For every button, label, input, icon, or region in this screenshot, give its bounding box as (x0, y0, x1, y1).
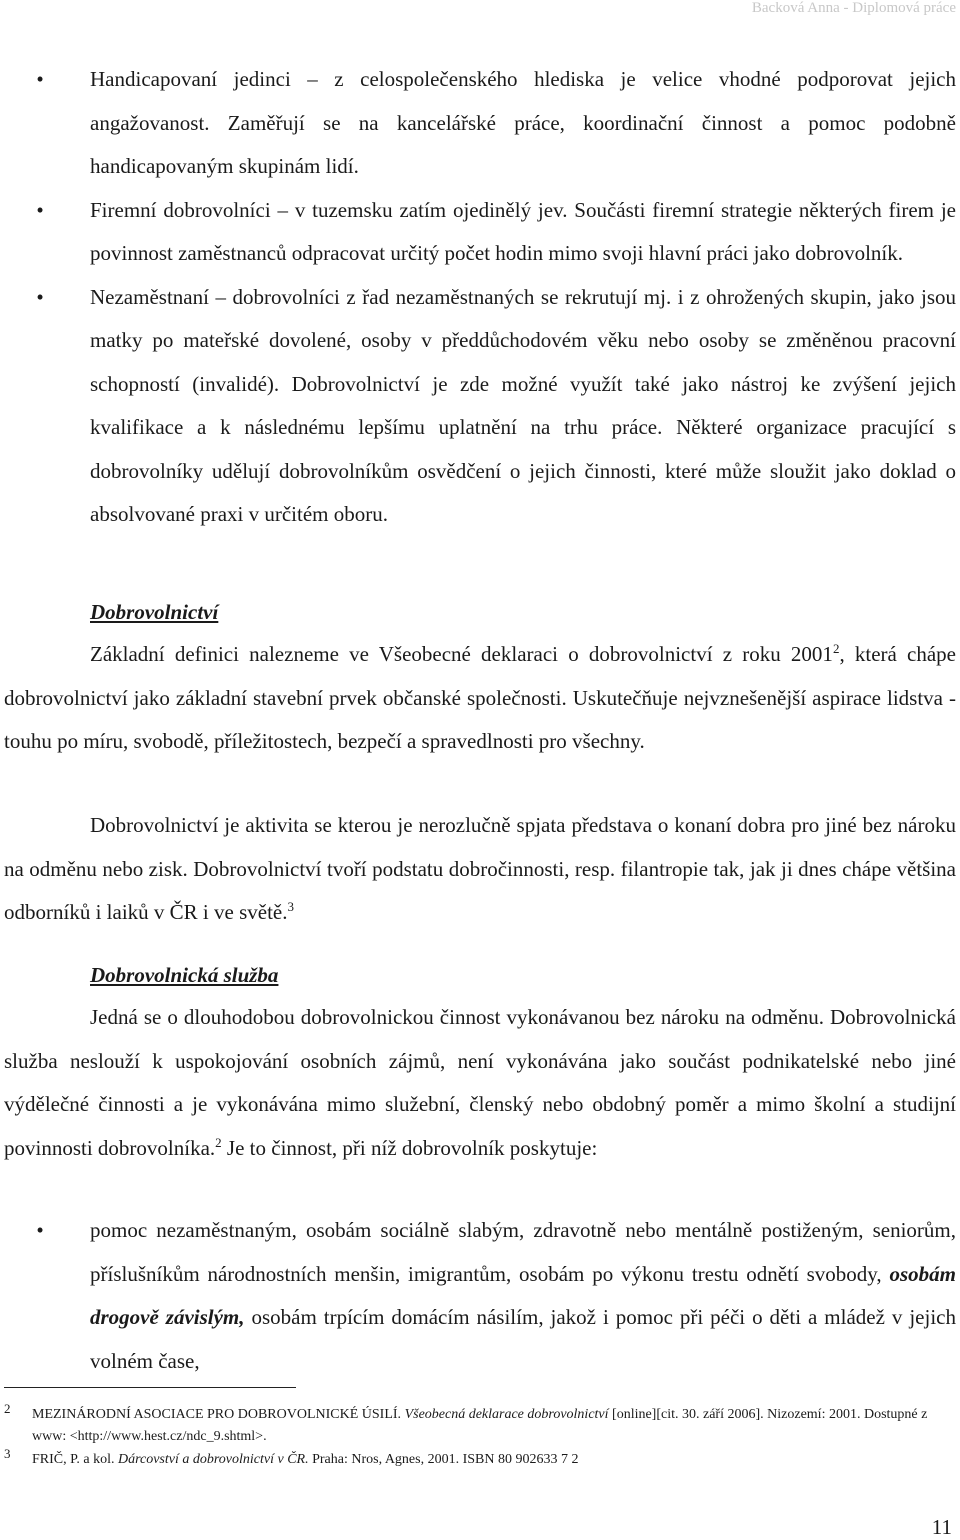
paragraph-definition (4, 633, 956, 764)
list-item (0, 189, 956, 276)
footnote-ref: 2 (215, 1134, 222, 1150)
bullet-icon: • (36, 1218, 44, 1242)
list-item (0, 276, 956, 537)
section-heading-dobrovolnictvi: Dobrovolnictví (90, 600, 219, 624)
paragraph-activity (4, 804, 956, 935)
bullet-list-volunteer-groups (0, 58, 956, 537)
footnote-divider (4, 1387, 296, 1388)
list-item (0, 1209, 956, 1383)
bullet-list-services (0, 1209, 956, 1383)
paragraph-text: Dobrovolnictví je aktivita se kterou je nerozlučně spjata představa o konaní dobra pro jiné bez nároku na odměnu nebo zisk. Dobrovolnictví tvoří podstatu dobročinnosti, resp. filantropie tak, jak ji dnes chápe většina odborníků i laiků v ČR i ve světě. (4, 813, 956, 924)
bullet-icon: • (36, 197, 44, 222)
footnote-rest: Praha: Nros, Agnes, 2001. ISBN 80 902633 7 2 (312, 1452, 579, 1467)
footnote-author: FRIČ, P. a kol. (32, 1452, 115, 1467)
list-item-text: Nezaměstnaní – dobrovolníci z řad nezaměstnaných se rekrutují mj. i z ohrožených skupin, jako jsou matky po mateřské dovolené, osoby v předdůchodovém věku nebo osoby se změněnou pracovní schopností (invalidé). Dobrovolnictví je zde možné využít také jako nástroj ke zvýšení jejich kvalifikace a k následnému lepšímu uplatnění na trhu práce. Některé organizace pracující s dobrovolníky udělují dobrovolníkům osvědčení o jejich činnosti, které může sloužit jako doklad o absolvované praxi v určitém oboru. (90, 284, 956, 526)
list-item-text: osobám trpícím domácím násilím, jakož i pomoc při péči o děti a mládež v jejich volném čase, (90, 1305, 956, 1373)
footnote-ref: 2 (832, 641, 840, 656)
footnote-title: Všeobecná deklarace dobrovolnictví (404, 1407, 609, 1422)
footnote-ref: 3 (287, 899, 294, 914)
page-number: 11 (931, 1515, 952, 1539)
paragraph-text: , která chápe dobrovolnictví jako základní stavební prvek občanské společnosti. Uskutečňuje nejvznešenější aspirace lidstva - touhu po míru, svobodě, příležitostech, bezpečí a spravedlnosti pro všechny. (4, 642, 956, 753)
emphasis-text: osobám drogově závislým, (90, 1261, 956, 1329)
list-item (0, 58, 956, 189)
list-item-text: Handicapovaní jedinci – z celospolečenského hlediska je velice vhodné podporovat jejich angažovanost. Zaměřují se na kancelářské práce, koordinační činnost a pomoc podobně handicapovaným skupinám lidí. (90, 67, 956, 178)
footnote-rest: [online][cit. 30. září 2006]. Nizozemí: 2001. Dostupné z www: <http://www.hest.cz/ndc_9.shtml>. (32, 1407, 928, 1444)
footnote-3 (0, 1446, 956, 1471)
bullet-icon: • (36, 67, 44, 91)
footnote-org: MEZINÁRODNÍ ASOCIACE PRO DOBROVOLNICKÉ ÚSILÍ. (32, 1407, 402, 1422)
footnote-number: 2 (4, 1401, 11, 1416)
section-heading-dobrovolnicka-sluzba: Dobrovolnická služba (90, 963, 279, 987)
footnote-number: 3 (4, 1446, 11, 1461)
list-item-text: pomoc nezaměstnaným, osobám sociálně slabým, zdravotně nebo mentálně postiženým, seniorům, příslušníkům národnostních menšin, imigrantům, osobám po výkonu trestu odnětí svobody, (90, 1218, 956, 1286)
paragraph-text: Základní definici nalezneme ve Všeobecné deklaraci o dobrovolnictví z roku 2001 (90, 642, 833, 666)
paragraph-text: Jedná se o dlouhodobou dobrovolnickou činnost vykonávanou bez nároku na odměnu. Dobrovolnická služba neslouží k uspokojování osobních zájmů, není vykonávána jako součást podnikatelské nebo jiné výdělečné činnosti a je vykonávána mimo služební, členský nebo obdobný poměr a mimo školní a studijní povinnosti dobrovolníka. (4, 1005, 956, 1160)
paragraph-text: Je to činnost, při níž dobrovolník poskytuje: (221, 1135, 598, 1160)
list-item-text: Firemní dobrovolníci – v tuzemsku zatím ojedinělý jev. Součásti firemní strategie některých firem je povinnost zaměstnanců odpracovat určitý počet hodin mimo svoji hlavní práci jako dobrovolník. (90, 197, 956, 265)
footnote-title: Dárcovství a dobrovolnictví v ČR. (117, 1452, 309, 1467)
footnote-2 (0, 1401, 956, 1448)
bullet-icon: • (36, 284, 44, 309)
paragraph-service (4, 996, 956, 1170)
running-header: Backová Anna - Diplomová práce (751, 0, 956, 16)
